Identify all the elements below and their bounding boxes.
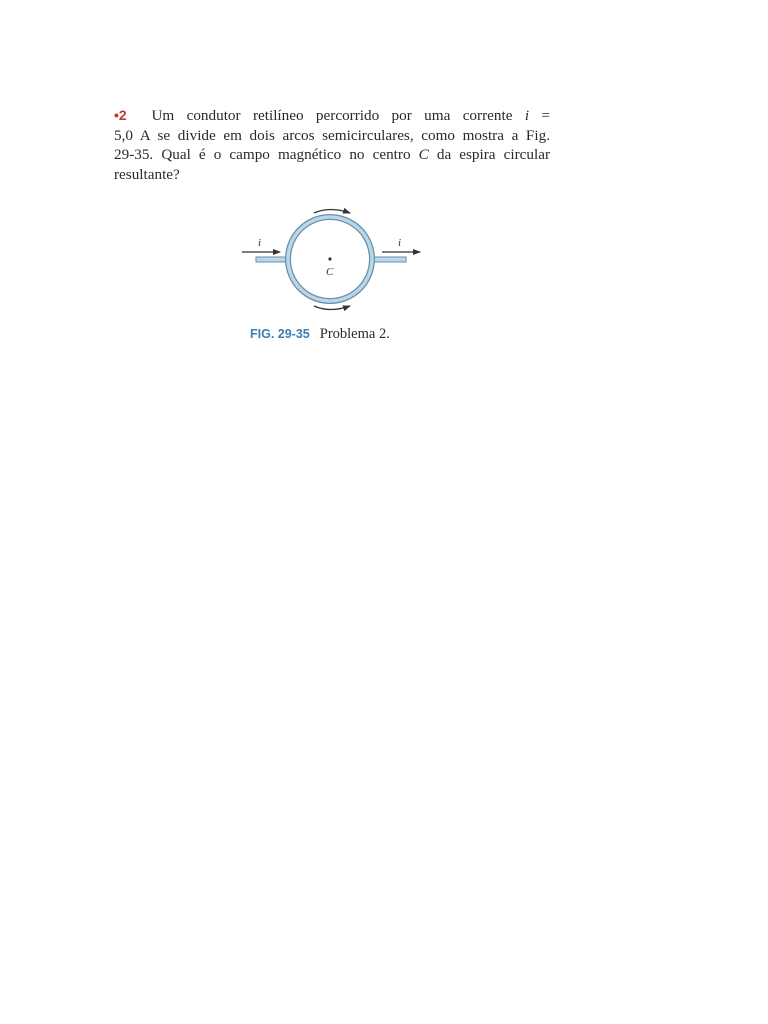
right-straight-wire [370, 257, 406, 262]
problem-statement [114, 106, 550, 184]
problem-line-3 [114, 145, 550, 165]
problem-line-2: 5,0 A se divide em dois arcos semicirculares, como mostra a Fig. [114, 126, 550, 144]
figure-label: FIG. 29-35 [250, 327, 310, 341]
bottom-arc-arrow [314, 306, 350, 310]
figure-caption-text: Problema 2. [319, 326, 390, 342]
circuit-figure [236, 200, 436, 318]
problem-line-3-end: da espira circular [428, 146, 551, 163]
problem-line-3-text: 29-35. Qual é o campo magnético no centro [114, 146, 419, 163]
left-current-label: i [258, 237, 262, 249]
problem-line-1-end: = [529, 107, 550, 124]
center-point [328, 257, 331, 260]
problem-line-4: resultante? [114, 165, 180, 183]
problem-line-1-text: Um condutor retilíneo percorrido por uma corrente [151, 107, 525, 124]
right-current-label: i [398, 237, 402, 249]
top-arc-arrow [314, 210, 350, 214]
problem-number: •2 [114, 107, 127, 123]
center-label: C [326, 266, 334, 278]
circuit-diagram [236, 200, 436, 318]
left-straight-wire [256, 257, 290, 262]
center-symbol: C [418, 146, 429, 163]
figure-caption [250, 326, 390, 343]
current-symbol: i [524, 107, 530, 124]
problem-line-1 [114, 106, 550, 126]
